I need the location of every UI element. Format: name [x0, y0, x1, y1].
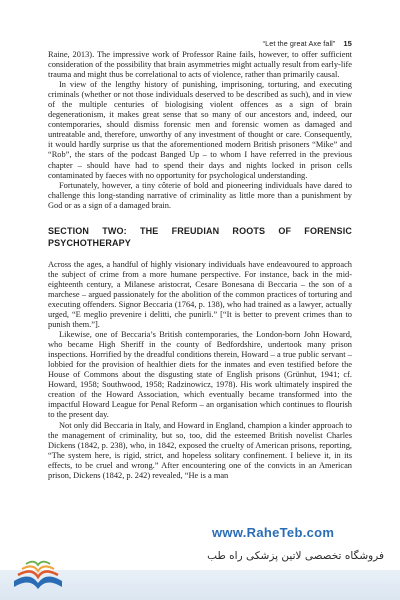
paragraph: Across the ages, a handful of highly visionary individuals have endeavoured to approach the subject of crime from a more humane perspective. For instance, back in the mid-eighteenth century, a Milanese aristocrat, Cesare Bonesana di Beccaria – the son of a marchese – argued passionately for the abolition of the common practices of torturing and executing offenders. Signor Beccaria (1764, p. 138), who had trained as a lawyer, actually urged, “E meglio prevenire i delitti, che punirli.” [“It is better to prevent crimes than to punish them.”]. — [48, 259, 352, 330]
watermark-persian-text: فروشگاه تخصصی لاتین پزشکی راه طب — [207, 550, 384, 562]
paragraph: Raine, 2013). The impressive work of Professor Raine fails, however, to offer sufficient consideration of the possibility that brain asymmetries might actually result from early-life trauma and might thus be correlational to acts of violence, rather than primarily causal. — [48, 50, 352, 80]
book-logo-icon — [8, 537, 68, 597]
watermark-url: www.RaheTeb.com — [212, 525, 335, 540]
page-body — [48, 50, 352, 481]
paragraph: In view of the lengthy history of punishing, imprisoning, torturing, and executing criminals (whether or not those individuals deserved to be described as such), and in view of the multiple centuries of biologising violent offences as a sign of brain degenerationism, it makes great sense that so many of our ancestors and, indeed, our contemporaries, should dismiss forensic men and forensic women as damaged and untreatable and, therefore, unworthy of any investment of thought or care. Consequently, it would hardly surprise us that the aforementioned modern British prisoners “Mike” and “Rob”, the stars of the podcast Banged Up – to whom I have referred in the previous chapter – should have had to spend their days and nights locked in prison cells contaminated by faeces with no opportunity for psychological understanding. — [48, 80, 352, 180]
paragraph: Likewise, one of Beccaria’s British contemporaries, the London-born John Howard, who became High Sheriff in the county of Bedfordshire, undertook many prison inspections. Horrified by the dreadful conditions therein, Howard – a true public servant – lobbied for the provision of healthier diets for the inmates and even testified before the House of Commons about the disgusting state of English prisons (Grünhut, 1941; cf. Howard, 1958; Southwood, 1958; Radzinowicz, 1978). His work ultimately inspired the creation of the Howard Association, which eventually became transformed into the impactful Howard League for Penal Reform – an organisation which continues to flourish to the present day. — [48, 330, 352, 420]
paragraph: Fortunately, however, a tiny côterie of bold and pioneering individuals have dared to challenge this long-standing narrative of criminality as little more than a punishment by God or as a sign of a damaged brain. — [48, 180, 352, 210]
page-number: 15 — [343, 39, 352, 48]
running-header — [263, 39, 352, 48]
watermark-banner — [0, 517, 400, 600]
running-title: “Let the great Axe fall” — [262, 39, 336, 48]
section-heading: SECTION TWO: THE FREUDIAN ROOTS OF FORENSIC PSYCHOTHERAPY — [48, 225, 352, 248]
paragraph: Not only did Beccaria in Italy, and Howard in England, champion a kinder approach to the management of criminality, but so, too, did the esteemed British novelist Charles Dickens (1842, p. 238), who, in 1842, exposed the cruelty of American prisons, reporting, “The system here, is rigid, strict, and hopeless solitary confinement. I believe it, in its effects, to be cruel and wrong.” After encountering one of the convicts in an American prison, Dickens (1842, p. 242) revealed, “He is a man — [48, 420, 352, 480]
